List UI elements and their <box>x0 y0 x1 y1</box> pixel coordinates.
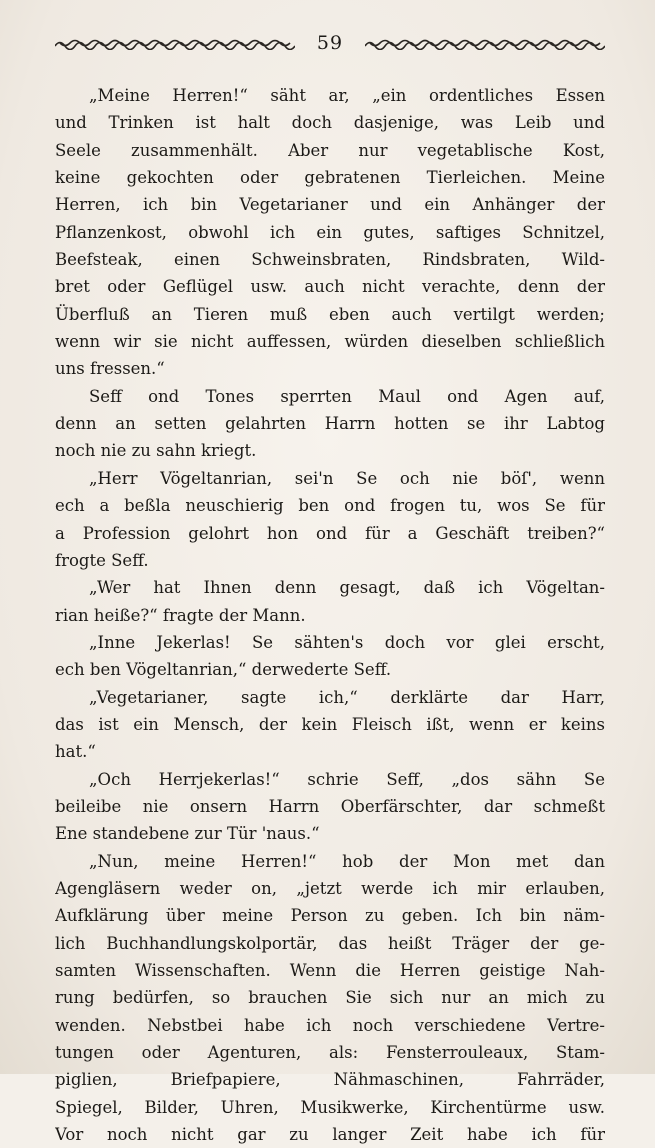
text-line: „Wer hat Ihnen denn gesagt, daß ich Vögeltan- <box>89 578 605 598</box>
text-line: das ist ein Mensch, der kein Fleisch ißt, wenn er keins <box>55 714 605 734</box>
page-number: 59 <box>316 32 344 54</box>
text-line: „Inne Jekerlas! Se sähten's doch vor glei erscht, <box>89 632 605 652</box>
text-line: Pflanzenkost, obwohl ich ein gutes, saftiges Schnitzel, <box>55 222 605 242</box>
text-line: frogte Seff. <box>55 550 149 570</box>
text-line: piglien, Briefpapiere, Nähmaschinen, Fahrräder, <box>55 1070 605 1090</box>
text-line: Spiegel, Bilder, Uhren, Musikwerke, Kirchentürme usw. <box>55 1097 605 1117</box>
text-line: Ene standebene zur Tür 'naus.“ <box>55 824 320 844</box>
text-line: rian heiße?“ fragte der Mann. <box>55 605 306 625</box>
text-line: und Trinken ist halt doch dasjenige, was Leib und <box>55 113 605 133</box>
text-line: „Nun, meine Herren!“ hob der Mon met dan <box>89 851 605 871</box>
text-line: Herren, ich bin Vegetarianer und ein Anhänger der <box>55 195 605 215</box>
text-line: Seff ond Tones sperrten Maul ond Agen auf, <box>89 386 605 406</box>
text-line: lich Buchhandlungskolportär, das heißt Träger der ge- <box>55 933 605 953</box>
text-line: „Herr Vögeltanrian, sei'n Se och nie böſ', wenn <box>89 468 605 488</box>
text-line: wenn wir sie nicht auffessen, würden dieselben schließlich <box>55 332 605 352</box>
text-line: bret oder Geflügel usw. auch nicht verachte, denn der <box>55 277 605 297</box>
text-line: Seele zusammenhält. Aber nur vegetablische Kost, <box>55 140 605 160</box>
text-line: Überfluß an Tieren muß eben auch vertilgt werden; <box>55 304 605 324</box>
text-line: uns fressen.“ <box>55 359 165 379</box>
text-line: Vor noch nicht gar zu langer Zeit habe ich für <box>55 1125 605 1145</box>
text-line: wenden. Nebstbei habe ich noch verschiedene Vertre- <box>55 1015 605 1035</box>
text-line: samten Wissenschaften. Wenn die Herren geistige Nah- <box>55 961 605 980</box>
text-line: Beefsteak, einen Schweinsbraten, Rindsbraten, Wild- <box>55 250 605 270</box>
text-line: ech a beßla neuschierig ben ond frogen tu, wos Se für <box>55 496 605 516</box>
page-header <box>55 30 605 56</box>
text-line: hat.“ <box>55 742 96 762</box>
text-line: Agengläsern weder on, „jetzt werde ich mir erlauben, <box>55 878 605 898</box>
text-line: keine gekochten oder gebratenen Tierleichen. Meine <box>55 168 605 188</box>
header-ornament-right <box>365 38 605 50</box>
text-line: „Vegetarianer, sagte ich,“ derklärte dar Harr, <box>89 687 605 707</box>
text-line: „Och Herrjekerlas!“ schrie Seff, „dos sähn Se <box>89 769 605 789</box>
text-line: „Meine Herren!“ säht ar, „ein ordentliches Essen <box>89 86 605 105</box>
text-line: noch nie zu sahn kriegt. <box>55 441 257 461</box>
text-line: rung bedürfen, so brauchen Sie sich nur an mich zu <box>55 988 605 1008</box>
text-line: beileibe nie onsern Harrn Oberfärschter, dar schmeßt <box>55 796 605 816</box>
text-line: tungen oder Agenturen, als: Fensterrouleaux, Stam- <box>55 1043 605 1063</box>
text-line: Aufklärung über meine Person zu geben. Ich bin näm- <box>55 906 605 926</box>
text-line: a Profession gelohrt hon ond für a Geschäft treiben?“ <box>55 523 605 543</box>
text-line: denn an setten gelahrten Harrn hotten se ihr Labtog <box>55 414 605 434</box>
body-text <box>55 82 605 1148</box>
ornament-pattern-right <box>365 38 605 50</box>
text-line: ech ben Vögeltanrian,“ derwederte Seff. <box>55 660 392 680</box>
